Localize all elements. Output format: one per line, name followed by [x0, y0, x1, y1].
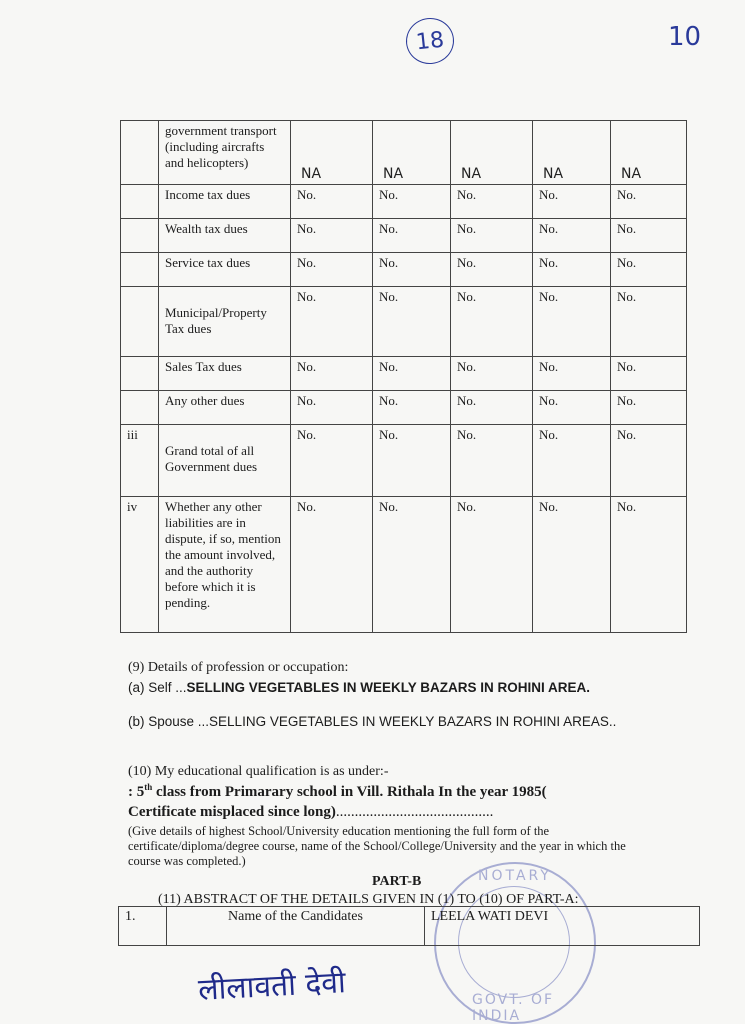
- education-note: (Give details of highest School/University education mentioning the full form of the certificate/diploma/degree course, name of the School/College/University and the year in which the course was completed.): [128, 824, 626, 868]
- row-number: [121, 391, 159, 425]
- row-value: No.: [291, 287, 373, 357]
- row-value: NA: [373, 121, 451, 185]
- abstract-heading: (11) ABSTRACT OF THE DETAILS GIVEN IN (1) TO (10) OF PART-A:: [158, 892, 579, 907]
- table-row: [121, 121, 687, 185]
- table-row: [121, 219, 687, 253]
- table-row: [121, 287, 687, 357]
- abstract-row-num: 1.: [119, 907, 167, 946]
- table-row: [121, 357, 687, 391]
- row-number: iii: [121, 425, 159, 497]
- education-line2-text: Certificate misplaced since long): [128, 804, 336, 820]
- row-value: No.: [373, 253, 451, 287]
- row-label: Service tax dues: [159, 253, 291, 287]
- row-value: No.: [451, 497, 533, 633]
- row-value: No.: [373, 219, 451, 253]
- row-value: No.: [451, 253, 533, 287]
- row-label: government transport (including aircrafts and helicopters): [159, 121, 291, 185]
- row-label: Whether any other liabilities are in dispute, if so, mention the amount involved, and the authority before which it is pending.: [159, 497, 291, 633]
- row-label: Any other dues: [159, 391, 291, 425]
- row-value: No.: [373, 425, 451, 497]
- dues-table: [120, 120, 687, 633]
- row-value: No.: [533, 287, 611, 357]
- profession-heading: (9) Details of profession or occupation:: [128, 660, 349, 675]
- row-value: No.: [611, 425, 687, 497]
- education-line2: [128, 804, 668, 821]
- education-rest: class from Primarary school in Vill. Rithala In the year 1985(: [152, 784, 547, 800]
- row-number: [121, 121, 159, 185]
- row-number: iv: [121, 497, 159, 633]
- row-number: [121, 219, 159, 253]
- self-prefix: (a) Self ...: [128, 680, 187, 695]
- row-value: No.: [451, 391, 533, 425]
- row-value: NA: [291, 121, 373, 185]
- row-value: No.: [533, 357, 611, 391]
- row-value: No.: [451, 425, 533, 497]
- row-value: No.: [373, 357, 451, 391]
- circled-page-number: 18: [404, 16, 457, 67]
- row-value: No.: [451, 287, 533, 357]
- profession-self: [128, 680, 668, 695]
- seal-top-text: NOTARY: [478, 868, 552, 884]
- row-label: Municipal/Property Tax dues: [159, 287, 291, 357]
- education-dots: ..........................................: [335, 804, 494, 820]
- row-value: No.: [291, 357, 373, 391]
- row-value: No.: [291, 425, 373, 497]
- row-value: No.: [533, 497, 611, 633]
- row-number: [121, 185, 159, 219]
- row-value: No.: [611, 185, 687, 219]
- row-value: NA: [533, 121, 611, 185]
- row-value: No.: [373, 185, 451, 219]
- row-value: No.: [533, 425, 611, 497]
- education-prefix: : 5: [128, 784, 145, 800]
- row-value: No.: [533, 253, 611, 287]
- handwritten-page-number: 10: [668, 22, 702, 52]
- row-value: No.: [533, 219, 611, 253]
- row-number: [121, 357, 159, 391]
- table-row: [121, 425, 687, 497]
- part-b-title: PART-B: [372, 874, 422, 889]
- education-line1: [128, 782, 668, 801]
- abstract-row: [119, 907, 700, 946]
- row-label: Wealth tax dues: [159, 219, 291, 253]
- row-value: No.: [533, 185, 611, 219]
- row-value: No.: [611, 219, 687, 253]
- row-value: No.: [291, 185, 373, 219]
- row-value: No.: [611, 287, 687, 357]
- education-sup: th: [144, 782, 153, 792]
- row-label: Sales Tax dues: [159, 357, 291, 391]
- row-value: No.: [611, 357, 687, 391]
- row-value: No.: [291, 253, 373, 287]
- row-value: NA: [611, 121, 687, 185]
- self-value: SELLING VEGETABLES IN WEEKLY BAZARS IN ROHINI AREA.: [186, 680, 591, 695]
- seal-bottom-text: GOVT. OF INDIA: [472, 992, 555, 1024]
- row-value: No.: [451, 185, 533, 219]
- row-value: No.: [533, 391, 611, 425]
- row-value: No.: [373, 497, 451, 633]
- row-number: [121, 287, 159, 357]
- row-value: No.: [451, 357, 533, 391]
- row-value: No.: [291, 497, 373, 633]
- row-value: No.: [291, 391, 373, 425]
- row-label: Grand total of all Government dues: [159, 425, 291, 497]
- table-row: [121, 391, 687, 425]
- row-value: No.: [373, 391, 451, 425]
- table-row: [121, 185, 687, 219]
- abstract-row-value: LEELA WATI DEVI: [425, 907, 700, 946]
- row-value: No.: [291, 219, 373, 253]
- row-value: No.: [373, 287, 451, 357]
- row-value: No.: [611, 253, 687, 287]
- table-row: [121, 497, 687, 633]
- row-value: NA: [451, 121, 533, 185]
- row-value: No.: [611, 497, 687, 633]
- row-value: No.: [611, 391, 687, 425]
- abstract-row-label: Name of the Candidates: [167, 907, 425, 946]
- table-row: [121, 253, 687, 287]
- row-value: No.: [451, 219, 533, 253]
- profession-spouse: (b) Spouse ...SELLING VEGETABLES IN WEEKLY BAZARS IN ROHINI AREAS..: [128, 714, 617, 729]
- education-heading: (10) My educational qualification is as under:-: [128, 764, 389, 779]
- row-label: Income tax dues: [159, 185, 291, 219]
- row-number: [121, 253, 159, 287]
- abstract-table: [118, 906, 700, 946]
- handwritten-signature: लीलावती देवी: [197, 965, 347, 1008]
